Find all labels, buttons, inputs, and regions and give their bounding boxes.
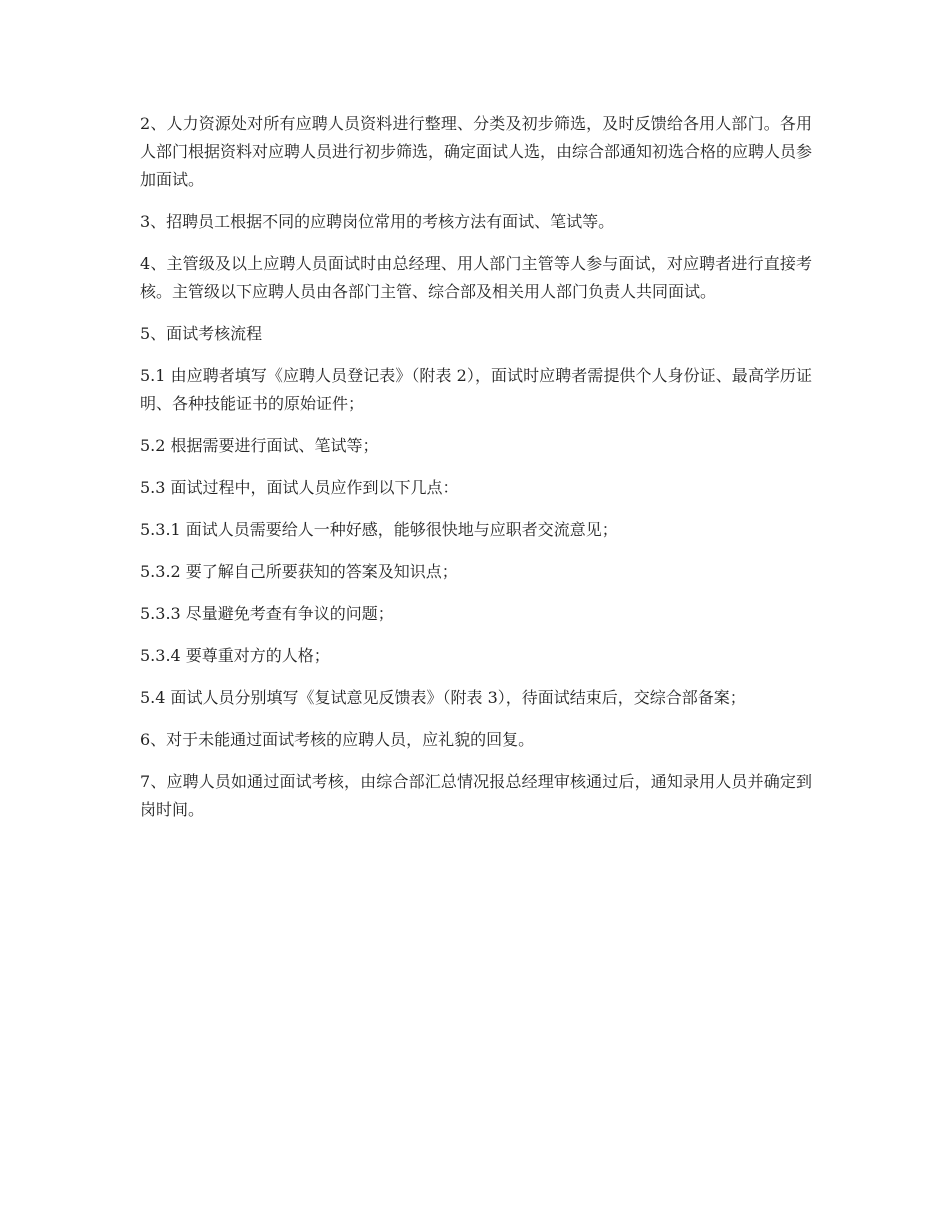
paragraph-5-3-1: 5.3.1 面试人员需要给人一种好感，能够很快地与应职者交流意见； — [140, 520, 618, 539]
paragraph-5-3-3: 5.3.3 尽量避免考查有争议的问题； — [140, 604, 394, 623]
paragraph-7: 7、应聘人员如通过面试考核，由综合部汇总情况报总经理审核通过后，通知录用人员并确定到岗时间。 — [140, 772, 812, 819]
paragraph-3: 3、招聘员工根据不同的应聘岗位常用的考核方法有面试、笔试等。 — [140, 212, 615, 231]
paragraph-5-3-4: 5.3.4 要尊重对方的人格； — [140, 646, 330, 665]
paragraph-5-heading: 5、面试考核流程 — [140, 324, 263, 343]
paragraph-2: 2、人力资源处对所有应聘人员资料进行整理、分类及初步筛选，及时反馈给各用人部门。各用人部门根据资料对应聘人员进行初步筛选，确定面试人选，由综合部通知初选合格的应聘人员参加面试。 — [140, 114, 813, 189]
paragraph-5-2: 5.2 根据需要进行面试、笔试等； — [140, 436, 379, 455]
paragraph-5-1: 5.1 由应聘者填写《应聘人员登记表》（附表 2），面试时应聘者需提供个人身份证、最高学历证明、各种技能证书的原始证件； — [140, 366, 812, 413]
paragraph-5-3: 5.3 面试过程中，面试人员应作到以下几点： — [140, 478, 459, 497]
paragraph-5-4: 5.4 面试人员分别填写《复试意见反馈表》（附表 3），待面试结束后，交综合部备案； — [140, 688, 746, 707]
paragraph-6: 6、对于未能通过面试考核的应聘人员，应礼貌的回复。 — [140, 730, 535, 749]
paragraph-4: 4、主管级及以上应聘人员面试时由总经理、用人部门主管等人参与面试，对应聘者进行直接考核。主管级以下应聘人员由各部门主管、综合部及相关用人部门负责人共同面试。 — [140, 254, 812, 301]
paragraph-5-3-2: 5.3.2 要了解自己所要获知的答案及知识点； — [140, 562, 458, 581]
document-body — [140, 110, 812, 838]
